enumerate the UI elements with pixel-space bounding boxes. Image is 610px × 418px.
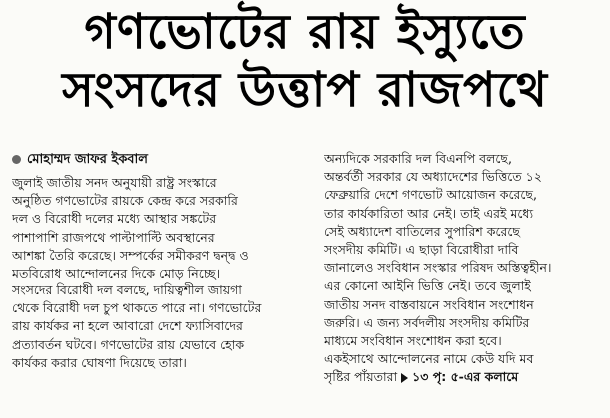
text-line: জুলাই জাতীয় সনদ অনুযায়ী রাষ্ট্র সংস্কারে xyxy=(12,175,217,190)
text-line: পাশাপাশি রাজপথে পাল্টাপাল্টি অবস্থানের xyxy=(12,229,215,245)
text-line: এর কোনো আইনি ভিত্তি নেই। তবে জুলাই xyxy=(324,278,531,294)
text-line: রায় কার্যকর না হলে আবারো দেশে ফ্যাসিবাদের xyxy=(12,318,243,334)
text-line: আশঙ্কা তৈরি করেছে। সম্পর্কের সমীকরণ দ্বন্দ্ব ও xyxy=(12,247,249,263)
text-line: জাতীয় সনদ বাস্তবায়নে সংবিধান সংশোধন xyxy=(324,296,534,312)
text-line: সৃষ্টির পাঁয়তারা xyxy=(324,369,398,385)
author-name: মোহাম্মদ জাফর ইকবাল xyxy=(27,152,148,167)
headline-line-2: সংসদের উত্তাপ রাজপথে xyxy=(62,62,548,118)
text-line: থেকে বিরোধী দল চুপ থাকতে পারে না। গণভোটের xyxy=(12,300,262,316)
last-line xyxy=(324,368,604,386)
right-column xyxy=(324,150,604,387)
text-line: তার কার্যকারিতা আর নেই। তাই এরই মধ্যে xyxy=(324,205,534,221)
text-line: অন্যদিকে সরকারি দল বিএনপি বলছে, xyxy=(324,151,512,166)
bullet-icon xyxy=(12,155,21,164)
text-line: সংসদীয় কমিটি। এ ছাড়া বিরোধীরা দাবি xyxy=(324,242,519,258)
headline-line-1: গণভোটের রায় ইস্যুতে xyxy=(84,4,526,60)
continuation-reference: ১৩ পৃ: ৫-এর কলামে xyxy=(412,369,519,385)
text-line: মাধ্যমে সংবিধান সংশোধন করা হবে। xyxy=(324,333,502,349)
byline xyxy=(12,150,148,171)
text-line: প্রত্যাবর্তন ঘটবে। গণভোটের রায় যেভাবে হোক xyxy=(12,336,245,352)
text-line: অনুষ্ঠিত গণভোটের রায়কে কেন্দ্র করে সরকারি xyxy=(12,193,238,209)
text-line: কার্যকর করার ঘোষণা দিয়েছে তারা। xyxy=(12,354,187,370)
left-column-paragraph-1 xyxy=(12,174,310,283)
text-line: একইসাথে আন্দোলনের নামে কেউ যদি মব xyxy=(324,351,534,367)
text-line: জরুরি। এ জন্য সর্বদলীয় সংসদীয় কমিটির xyxy=(324,314,530,330)
continuation-arrow-icon xyxy=(401,373,408,383)
text-line: অন্তর্বর্তী সরকার যে অধ্যাদেশের ভিত্তিতে ১২ xyxy=(324,169,542,185)
text-line: দল ও বিরোধী দলের মধ্যে আস্থার সঙ্কটের xyxy=(12,211,217,227)
text-line: ফেব্রুয়ারি দেশে গণভোট আয়োজন করেছে, xyxy=(324,187,537,203)
text-line: জানালেও সংবিধান সংস্কার পরিষদ অস্তিত্বহীন। xyxy=(324,260,552,276)
text-line: মতবিরোধ আন্দোলনের দিকে মোড় নিচ্ছে। xyxy=(12,266,221,282)
left-column-paragraph-2 xyxy=(12,281,310,372)
text-line: সংসদের বিরোধী দল বলছে, দায়িত্বশীল জায়গা xyxy=(12,282,242,297)
text-line: সেই অধ্যাদেশ বাতিলের সুপারিশ করেছে xyxy=(324,223,520,239)
